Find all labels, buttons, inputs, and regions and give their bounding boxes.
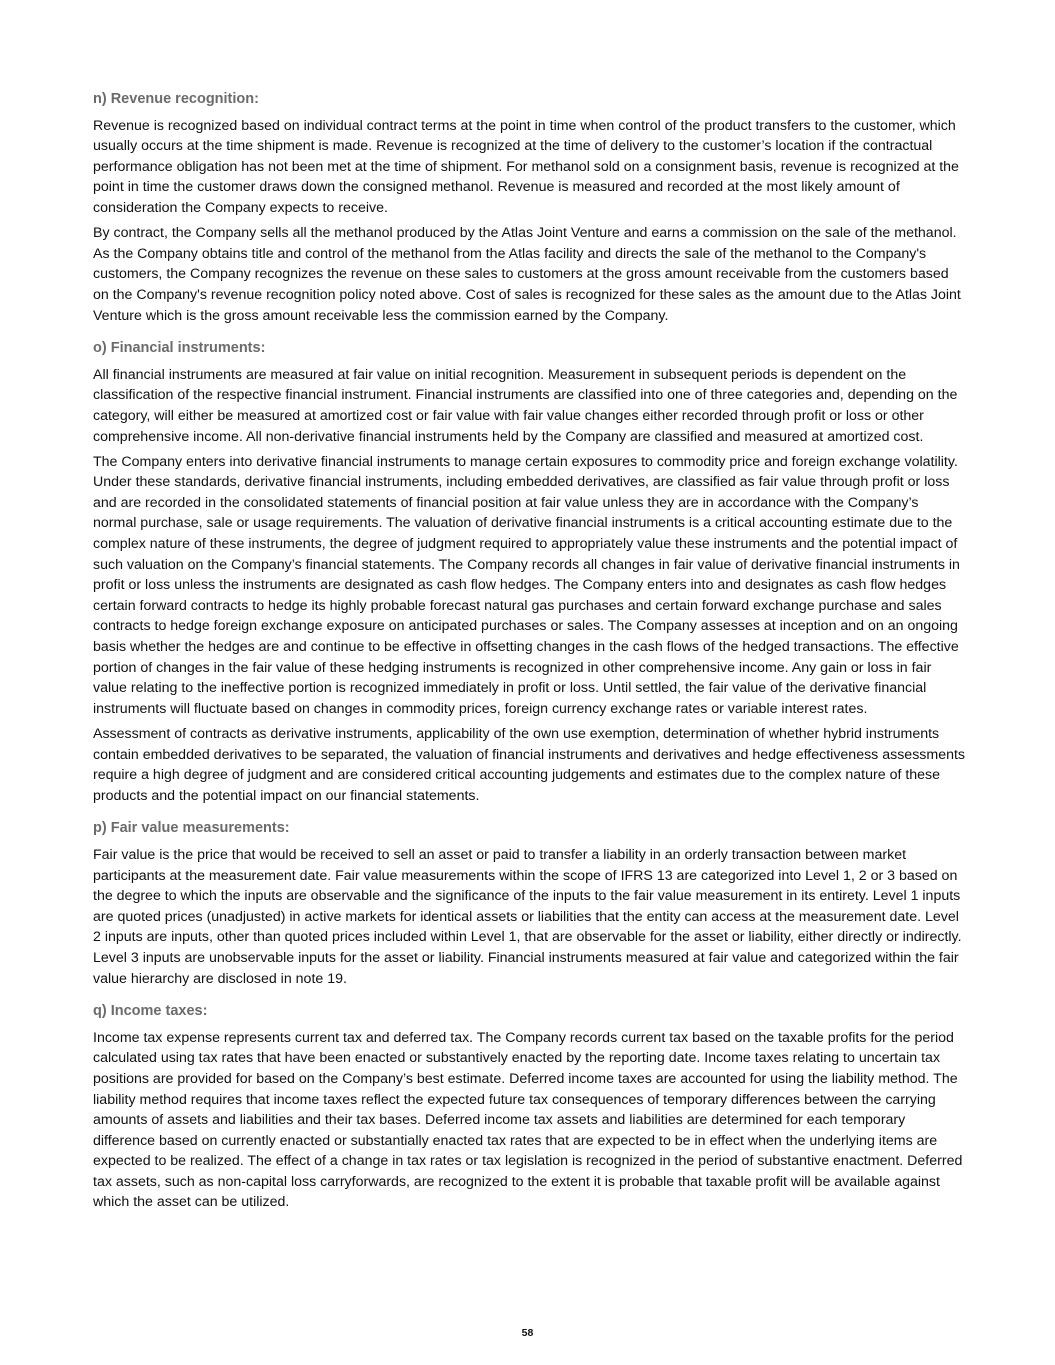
paragraph: Income tax expense represents current tax and deferred tax. The Company records current tax based on the taxable profits for the period calculated using tax rates that have been enacted or substantively enacted by the reporting date. Income taxes relating to uncertain tax positions are provided for based on the Company’s best estimate. Deferred income taxes are accounted for using the liability method. The liability method requires that income taxes reflect the expected future tax consequences of temporary differences between the carrying amounts of assets and liabilities and their tax bases. Deferred income tax assets and liabilities are determined for each temporary difference based on currently enacted or substantially enacted tax rates that are expected to be in effect when the underlying items are expected to be realized. The effect of a change in tax rates or tax legislation is recognized in the period of substantive enactment. Deferred tax assets, such as non-capital loss carryforwards, are recognized to the extent it is probable that taxable profit will be available against which the asset can be utilized. <box>93 1029 963 1211</box>
paragraph: The Company enters into derivative financial instruments to manage certain exposures to commodity price and foreign exchange volatility. Under these standards, derivative financial instruments, including embedded derivatives, are classified as fair value through profit or loss and are recorded in the consolidated statements of financial position at fair value unless they are in accordance with the Company’s normal purchase, sale or usage requirements. The valuation of derivative financial instruments is a critical accounting estimate due to the complex nature of these instruments, the degree of judgment required to appropriately value these instruments and the potential impact of such valuation on the Company’s financial statements. The Company records all changes in fair value of derivative financial instruments in profit or loss unless the instruments are designated as cash flow hedges. The Company enters into and designates as cash flow hedges certain forward contracts to hedge its highly probable forecast natural gas purchases and certain forward exchange purchase and sales contracts to hedge foreign exchange exposure on anticipated purchases or sales. The Company assesses at inception and on an ongoing basis whether the hedges are and continue to be effective in offsetting changes in the cash flows of the hedged transactions. The effective portion of changes in the fair value of these hedging instruments is recognized in other comprehensive income. Any gain or loss in fair value relating to the ineffective portion is recognized immediately in profit or loss. Until settled, the fair value of the derivative financial instruments will fluctuate based on changes in commodity prices, foreign currency exchange rates or variable interest rates. <box>93 453 960 717</box>
page-number: 58 <box>521 1327 534 1339</box>
paragraph: By contract, the Company sells all the methanol produced by the Atlas Joint Venture and earns a commission on the sale of the methanol. As the Company obtains title and control of the methanol from the Atlas facility and directs the sale of the methanol to the Company's customers, the Company recognizes the revenue on these sales to customers at the gross amount receivable from the customers based on the Company's revenue recognition policy noted above. Cost of sales is recognized for these sales as the amount due to the Atlas Joint Venture which is the gross amount receivable less the commission earned by the Company. <box>93 225 961 324</box>
section-heading: o) Financial instruments: <box>93 340 266 357</box>
paragraph: Revenue is recognized based on individual contract terms at the point in time when control of the product transfers to the customer, which usually occurs at the time shipment is made. Revenue is recognized at the time of delivery to the customer’s location if the contractual performance obligation has not been met at the time of shipment. For methanol sold on a consignment basis, revenue is recognized at the point in time the customer draws down the consigned methanol. Revenue is measured and recorded at the most likely amount of consideration the Company expects to receive. <box>93 117 959 216</box>
section-heading: p) Fair value measurements: <box>93 820 290 837</box>
section-heading: n) Revenue recognition: <box>93 91 259 107</box>
paragraph: All financial instruments are measured at fair value on initial recognition. Measurement in subsequent periods is dependent on the classification of the respective financial instrument. Financial instruments are classified into one of three categories and, depending on the category, will either be measured at amortized cost or fair value with fair value changes either recorded through profit or loss or other comprehensive income. All non-derivative financial instruments held by the Company are classified and measured at amortized cost. <box>93 366 958 445</box>
section-revenue-recognition <box>93 89 965 326</box>
section-fair-value-measurements <box>93 818 965 989</box>
document-body <box>93 89 965 1218</box>
paragraph: Assessment of contracts as derivative instruments, applicability of the own use exemption, determination of whether hybrid instruments contain embedded derivatives to be separated, the valuation of financial instruments and derivatives and hedge effectiveness assessments require a high degree of judgment and are considered critical accounting judgements and estimates due to the complex nature of these products and the potential impact on our financial statements. <box>93 726 966 804</box>
section-heading: q) Income taxes: <box>93 1003 208 1020</box>
paragraph: Fair value is the price that would be received to sell an asset or paid to transfer a liability in an orderly transaction between market participants at the measurement date. Fair value measurements within the scope of IFRS 13 are categorized into Level 1, 2 or 3 based on the degree to which the inputs are observable and the significance of the inputs to the fair value measurement in its entirety. Level 1 inputs are quoted prices (unadjusted) in active markets for identical assets or liabilities that the entity can access at the measurement date. Level 2 inputs are inputs, other than quoted prices included within Level 1, that are observable for the asset or liability, either directly or indirectly. Level 3 inputs are unobservable inputs for the asset or liability. Financial instruments measured at fair value and categorized within the fair value hierarchy are disclosed in note 19. <box>93 846 962 987</box>
section-income-taxes <box>93 1001 965 1213</box>
section-financial-instruments <box>93 338 965 806</box>
